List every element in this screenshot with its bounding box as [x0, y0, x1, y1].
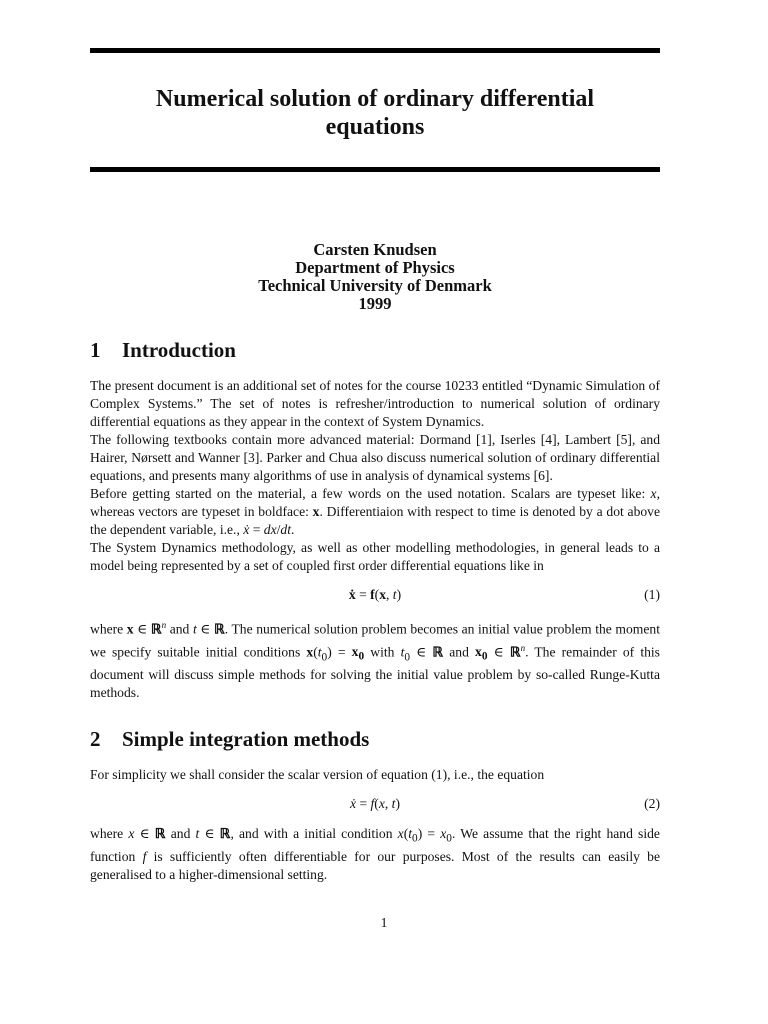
- title-rule: [90, 167, 660, 172]
- equation-2-number: (2): [644, 795, 660, 811]
- author-university: Technical University of Denmark: [258, 276, 492, 295]
- paper-page: [90, 0, 660, 884]
- page-number: 1: [380, 915, 388, 930]
- intro-paragraph-2: The following textbooks contain more advanced material: Dormand [1], Iserles [4], Lambert [5], and Hairer, Nørsett and Wanner [3]. Parker and Chua also discuss numerical solution of ordinary differential equations, and presents many algorithms of use in analysis of dynamical systems [6].: [90, 432, 660, 483]
- equation-1-expression: ẋ = f(x, t): [348, 587, 402, 602]
- equation-1-number: (1): [644, 587, 660, 602]
- equation-2-expression: ẋ = f(x, t): [350, 795, 400, 811]
- section-number: 1: [90, 338, 101, 362]
- section2-paragraph-1: For simplicity we shall consider the scalar version of equation (1), i.e., the equation: [90, 766, 545, 782]
- intro-paragraph-5: where x ∈ ℝ$^n$ and t ∈ ℝ. The numerical solution problem becomes an initial value problem the moment we specify suitable initial conditions $x(t_0) = x_0$ with $t_0$ ∈ ℝ and $x_0$ ∈ ℝ$^n$. The remainder of this document will discuss simple methods for solving the initial value problem by so-called Runge-Kutta methods.: [90, 620, 660, 700]
- section-number: 2: [90, 726, 101, 751]
- intro-paragraph-1: The present document is an additional set of notes for the course 10233 entitled “Dynamic Simulation of Complex Systems.” The set of notes is refresher/introduction to numerical solution of ordinary differential equations as they appear in the context of System Dynamics.: [90, 378, 660, 429]
- author-block: [90, 241, 660, 313]
- paper-title: Numerical solution of ordinary differential equations: [155, 86, 595, 140]
- section-title: Introduction: [122, 338, 236, 362]
- equation-2: [90, 795, 660, 813]
- author-department: Department of Physics: [295, 258, 455, 277]
- intro-paragraph-3: Before getting started on the material, a few words on the used notation. Scalars are typeset like: x, whereas vectors are typeset in boldface: x. Differentiaion with respect to time is denoted by a dot above the dependent variable, i.e., ẋ = dx/dt.: [90, 486, 661, 537]
- author-name: Carsten Knudsen: [313, 240, 437, 259]
- equation-1: [90, 586, 660, 604]
- section-heading-simple-integration: [90, 726, 660, 752]
- section-title: Simple integration methods: [122, 726, 370, 751]
- top-rule: [90, 48, 660, 53]
- intro-paragraph-4: The System Dynamics methodology, as well as other modelling methodologies, in general leads to a model being represented by a set of coupled first order differential equations like in: [90, 540, 660, 573]
- section2-paragraph-2: where x ∈ ℝ and t ∈ ℝ, and with a initial condition $x(t_0) = x_0$. We assume that the right hand side function f is sufficiently often differentiable for our purposes. Most of the results can easily be generalised to a higher-dimensional setting.: [90, 825, 660, 882]
- publication-year: 1999: [358, 294, 392, 313]
- section-heading-introduction: [90, 337, 660, 363]
